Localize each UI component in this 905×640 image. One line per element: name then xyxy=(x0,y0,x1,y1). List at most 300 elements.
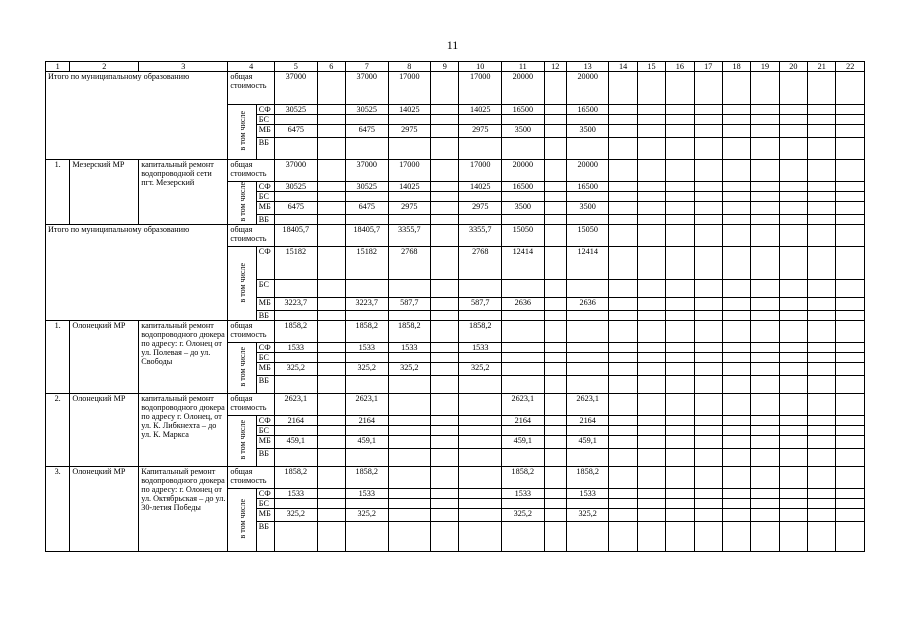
empty-cell xyxy=(637,376,665,394)
empty-cell xyxy=(779,125,807,138)
empty-cell xyxy=(836,426,865,436)
empty-cell xyxy=(666,72,694,105)
value-cell xyxy=(345,376,388,394)
empty-cell xyxy=(808,467,836,489)
header-cell: 11 xyxy=(502,62,545,72)
value-cell xyxy=(544,160,566,182)
empty-cell xyxy=(836,138,865,160)
empty-cell xyxy=(836,522,865,552)
value-cell: 2768 xyxy=(388,247,431,280)
value-cell: 1533 xyxy=(388,343,431,353)
value-cell xyxy=(388,489,431,499)
value-cell xyxy=(275,215,318,225)
item-district: Олонецкий МР xyxy=(70,321,139,394)
empty-cell xyxy=(666,426,694,436)
empty-cell xyxy=(779,202,807,215)
value-cell xyxy=(544,489,566,499)
value-cell xyxy=(459,436,502,449)
value-cell xyxy=(431,160,459,182)
value-cell: 12414 xyxy=(502,247,545,280)
value-cell xyxy=(544,467,566,489)
empty-cell xyxy=(666,311,694,321)
empty-cell xyxy=(808,311,836,321)
header-cell: 21 xyxy=(808,62,836,72)
empty-cell xyxy=(666,343,694,353)
value-cell xyxy=(544,247,566,280)
value-cell xyxy=(431,449,459,467)
empty-cell xyxy=(609,215,637,225)
empty-cell xyxy=(722,489,750,499)
empty-cell xyxy=(779,182,807,192)
empty-cell xyxy=(779,449,807,467)
data-row xyxy=(46,321,865,343)
empty-cell xyxy=(808,363,836,376)
value-cell xyxy=(459,376,502,394)
value-cell xyxy=(566,115,609,125)
empty-cell xyxy=(722,436,750,449)
empty-cell xyxy=(751,202,779,215)
empty-cell xyxy=(666,394,694,416)
fund-label-sf: СФ xyxy=(256,343,274,353)
empty-cell xyxy=(637,522,665,552)
header-cell: 7 xyxy=(345,62,388,72)
item-number: 1. xyxy=(46,160,70,225)
value-cell xyxy=(459,499,502,509)
empty-cell xyxy=(694,182,722,192)
empty-cell xyxy=(751,376,779,394)
empty-cell xyxy=(694,125,722,138)
value-cell: 37000 xyxy=(345,72,388,105)
empty-cell xyxy=(808,138,836,160)
empty-cell xyxy=(637,489,665,499)
incl-text: в том числе xyxy=(237,182,247,222)
fund-label-bs: БС xyxy=(256,353,274,363)
value-cell xyxy=(566,192,609,202)
total-cost-label: общая стоимость xyxy=(228,225,275,247)
empty-cell xyxy=(694,436,722,449)
empty-cell xyxy=(694,138,722,160)
empty-cell xyxy=(666,225,694,247)
empty-cell xyxy=(666,489,694,499)
empty-cell xyxy=(751,105,779,115)
empty-cell xyxy=(694,343,722,353)
value-cell xyxy=(502,343,545,353)
value-cell xyxy=(459,416,502,426)
empty-cell xyxy=(808,376,836,394)
value-cell xyxy=(544,202,566,215)
empty-cell xyxy=(637,182,665,192)
empty-cell xyxy=(637,509,665,522)
empty-cell xyxy=(836,416,865,426)
empty-cell xyxy=(779,160,807,182)
value-cell: 3223,7 xyxy=(345,298,388,311)
fund-label-mb: МБ xyxy=(256,202,274,215)
value-cell xyxy=(317,247,345,280)
header-cell: 9 xyxy=(431,62,459,72)
empty-cell xyxy=(609,311,637,321)
value-cell: 2623,1 xyxy=(502,394,545,416)
empty-cell xyxy=(637,298,665,311)
empty-cell xyxy=(637,499,665,509)
empty-cell xyxy=(609,376,637,394)
value-cell xyxy=(431,363,459,376)
empty-cell xyxy=(836,499,865,509)
empty-cell xyxy=(808,436,836,449)
value-cell xyxy=(275,376,318,394)
value-cell xyxy=(544,343,566,353)
empty-cell xyxy=(637,467,665,489)
value-cell xyxy=(544,321,566,343)
empty-cell xyxy=(609,125,637,138)
empty-cell xyxy=(694,426,722,436)
value-cell xyxy=(388,192,431,202)
value-cell xyxy=(502,426,545,436)
value-cell: 3500 xyxy=(502,125,545,138)
empty-cell xyxy=(609,449,637,467)
empty-cell xyxy=(722,394,750,416)
empty-cell xyxy=(666,202,694,215)
empty-cell xyxy=(694,280,722,298)
value-cell xyxy=(459,426,502,436)
value-cell xyxy=(566,426,609,436)
empty-cell xyxy=(836,449,865,467)
empty-cell xyxy=(836,311,865,321)
value-cell xyxy=(544,280,566,298)
value-cell xyxy=(388,449,431,467)
value-cell: 3500 xyxy=(566,125,609,138)
empty-cell xyxy=(637,215,665,225)
empty-cell xyxy=(666,509,694,522)
fund-label-sf: СФ xyxy=(256,489,274,499)
value-cell xyxy=(345,280,388,298)
value-cell xyxy=(544,311,566,321)
value-cell xyxy=(275,426,318,436)
header-cell: 6 xyxy=(317,62,345,72)
value-cell xyxy=(431,225,459,247)
empty-cell xyxy=(609,522,637,552)
value-cell: 2623,1 xyxy=(275,394,318,416)
value-cell xyxy=(431,489,459,499)
value-cell xyxy=(317,363,345,376)
header-cell: 14 xyxy=(609,62,637,72)
value-cell xyxy=(388,522,431,552)
empty-cell xyxy=(694,202,722,215)
header-row xyxy=(46,62,865,72)
empty-cell xyxy=(779,72,807,105)
empty-cell xyxy=(666,115,694,125)
empty-cell xyxy=(836,225,865,247)
value-cell: 2623,1 xyxy=(345,394,388,416)
empty-cell xyxy=(609,436,637,449)
value-cell xyxy=(431,416,459,426)
empty-cell xyxy=(666,215,694,225)
value-cell xyxy=(388,353,431,363)
empty-cell xyxy=(808,192,836,202)
value-cell: 6475 xyxy=(275,202,318,215)
empty-cell xyxy=(779,489,807,499)
value-cell: 1858,2 xyxy=(345,467,388,489)
value-cell xyxy=(388,138,431,160)
value-cell: 325,2 xyxy=(345,509,388,522)
value-cell xyxy=(275,499,318,509)
value-cell: 30525 xyxy=(275,182,318,192)
value-cell xyxy=(459,394,502,416)
empty-cell xyxy=(836,247,865,280)
fund-label-sf: СФ xyxy=(256,182,274,192)
incl-label xyxy=(228,343,256,394)
value-cell: 17000 xyxy=(459,72,502,105)
value-cell: 16500 xyxy=(566,182,609,192)
value-cell xyxy=(544,225,566,247)
empty-cell xyxy=(751,467,779,489)
fund-label-bs: БС xyxy=(256,499,274,509)
empty-cell xyxy=(808,115,836,125)
empty-cell xyxy=(609,160,637,182)
value-cell xyxy=(388,416,431,426)
value-cell xyxy=(566,499,609,509)
empty-cell xyxy=(609,467,637,489)
empty-cell xyxy=(609,138,637,160)
value-cell xyxy=(566,376,609,394)
budget-table xyxy=(45,61,865,552)
empty-cell xyxy=(751,343,779,353)
value-cell: 37000 xyxy=(345,160,388,182)
value-cell: 18405,7 xyxy=(345,225,388,247)
value-cell xyxy=(317,125,345,138)
empty-cell xyxy=(808,215,836,225)
value-cell xyxy=(544,416,566,426)
empty-cell xyxy=(779,280,807,298)
empty-cell xyxy=(666,280,694,298)
value-cell xyxy=(345,522,388,552)
empty-cell xyxy=(609,225,637,247)
item-description: капитальный ремонт водопроводной сети пгт. Мезерский xyxy=(139,160,228,225)
value-cell: 587,7 xyxy=(388,298,431,311)
empty-cell xyxy=(694,416,722,426)
value-cell xyxy=(317,321,345,343)
empty-cell xyxy=(722,499,750,509)
value-cell xyxy=(317,376,345,394)
value-cell xyxy=(388,115,431,125)
fund-label-sf: СФ xyxy=(256,247,274,280)
value-cell xyxy=(459,522,502,552)
value-cell xyxy=(317,202,345,215)
value-cell xyxy=(345,192,388,202)
data-row xyxy=(46,160,865,182)
empty-cell xyxy=(694,72,722,105)
empty-cell xyxy=(836,280,865,298)
value-cell xyxy=(317,280,345,298)
empty-cell xyxy=(808,280,836,298)
value-cell: 6475 xyxy=(345,125,388,138)
empty-cell xyxy=(808,499,836,509)
incl-text: в том числе xyxy=(237,420,247,460)
value-cell xyxy=(431,138,459,160)
empty-cell xyxy=(751,426,779,436)
empty-cell xyxy=(637,247,665,280)
empty-cell xyxy=(751,394,779,416)
empty-cell xyxy=(666,192,694,202)
empty-cell xyxy=(808,394,836,416)
value-cell: 17000 xyxy=(459,160,502,182)
empty-cell xyxy=(751,215,779,225)
empty-cell xyxy=(779,394,807,416)
empty-cell xyxy=(779,426,807,436)
value-cell xyxy=(566,311,609,321)
value-cell xyxy=(388,376,431,394)
fund-label-vb: ВБ xyxy=(256,138,274,160)
value-cell: 3355,7 xyxy=(459,225,502,247)
value-cell: 1533 xyxy=(459,343,502,353)
value-cell xyxy=(345,138,388,160)
value-cell xyxy=(317,72,345,105)
value-cell: 20000 xyxy=(502,72,545,105)
empty-cell xyxy=(722,225,750,247)
empty-cell xyxy=(722,363,750,376)
empty-cell xyxy=(808,202,836,215)
value-cell: 325,2 xyxy=(275,363,318,376)
item-number: 2. xyxy=(46,394,70,467)
fund-label-vb: ВБ xyxy=(256,376,274,394)
empty-cell xyxy=(779,353,807,363)
value-cell: 3223,7 xyxy=(275,298,318,311)
value-cell xyxy=(431,215,459,225)
value-cell xyxy=(544,449,566,467)
value-cell xyxy=(275,449,318,467)
empty-cell xyxy=(751,522,779,552)
empty-cell xyxy=(779,436,807,449)
value-cell xyxy=(459,489,502,499)
value-cell xyxy=(459,138,502,160)
value-cell: 12414 xyxy=(566,247,609,280)
item-description: капитальный ремонт водопроводного дюкера по адресу: г. Олонец от ул. Полевая – до ул. Свободы xyxy=(139,321,228,394)
empty-cell xyxy=(637,115,665,125)
value-cell xyxy=(388,436,431,449)
header-cell: 3 xyxy=(139,62,228,72)
empty-cell xyxy=(779,499,807,509)
value-cell xyxy=(431,353,459,363)
value-cell xyxy=(459,115,502,125)
value-cell xyxy=(544,298,566,311)
incl-text: в том числе xyxy=(237,111,247,151)
value-cell xyxy=(502,321,545,343)
value-cell: 2164 xyxy=(502,416,545,426)
value-cell: 14025 xyxy=(388,105,431,115)
value-cell xyxy=(502,499,545,509)
empty-cell xyxy=(722,353,750,363)
value-cell xyxy=(502,192,545,202)
value-cell xyxy=(431,182,459,192)
value-cell xyxy=(431,202,459,215)
empty-cell xyxy=(751,72,779,105)
value-cell: 3500 xyxy=(566,202,609,215)
empty-cell xyxy=(637,353,665,363)
value-cell xyxy=(317,436,345,449)
empty-cell xyxy=(836,467,865,489)
value-cell xyxy=(275,192,318,202)
data-row xyxy=(46,72,865,105)
empty-cell xyxy=(836,192,865,202)
value-cell: 15050 xyxy=(502,225,545,247)
empty-cell xyxy=(694,160,722,182)
empty-cell xyxy=(751,225,779,247)
value-cell xyxy=(431,105,459,115)
header-cell: 1 xyxy=(46,62,70,72)
value-cell xyxy=(566,353,609,363)
empty-cell xyxy=(609,321,637,343)
empty-cell xyxy=(637,449,665,467)
empty-cell xyxy=(808,353,836,363)
value-cell xyxy=(459,353,502,363)
header-cell: 12 xyxy=(544,62,566,72)
total-cost-label: общая стоимость xyxy=(228,394,275,416)
value-cell xyxy=(275,115,318,125)
empty-cell xyxy=(609,353,637,363)
empty-cell xyxy=(722,115,750,125)
empty-cell xyxy=(779,138,807,160)
empty-cell xyxy=(808,522,836,552)
empty-cell xyxy=(609,426,637,436)
empty-cell xyxy=(779,215,807,225)
empty-cell xyxy=(722,376,750,394)
empty-cell xyxy=(722,449,750,467)
empty-cell xyxy=(666,449,694,467)
value-cell: 2164 xyxy=(345,416,388,426)
empty-cell xyxy=(836,343,865,353)
incl-label xyxy=(228,182,256,225)
empty-cell xyxy=(751,115,779,125)
empty-cell xyxy=(694,353,722,363)
empty-cell xyxy=(637,394,665,416)
fund-label-vb: ВБ xyxy=(256,215,274,225)
incl-text: в том числе xyxy=(237,499,247,539)
total-cost-label: общая стоимость xyxy=(228,160,275,182)
empty-cell xyxy=(637,426,665,436)
value-cell xyxy=(317,192,345,202)
value-cell xyxy=(544,426,566,436)
empty-cell xyxy=(722,160,750,182)
value-cell xyxy=(459,280,502,298)
empty-cell xyxy=(609,72,637,105)
empty-cell xyxy=(637,363,665,376)
empty-cell xyxy=(637,138,665,160)
value-cell xyxy=(345,426,388,436)
empty-cell xyxy=(808,321,836,343)
empty-cell xyxy=(808,426,836,436)
empty-cell xyxy=(751,311,779,321)
value-cell: 1858,2 xyxy=(275,321,318,343)
value-cell: 325,2 xyxy=(502,509,545,522)
value-cell: 587,7 xyxy=(459,298,502,311)
value-cell: 17000 xyxy=(388,160,431,182)
empty-cell xyxy=(779,247,807,280)
value-cell xyxy=(317,343,345,353)
empty-cell xyxy=(666,321,694,343)
empty-cell xyxy=(836,182,865,192)
empty-cell xyxy=(637,225,665,247)
empty-cell xyxy=(779,192,807,202)
value-cell: 2623,1 xyxy=(566,394,609,416)
value-cell: 1858,2 xyxy=(275,467,318,489)
empty-cell xyxy=(666,182,694,192)
value-cell xyxy=(566,449,609,467)
total-cost-label: общая стоимость xyxy=(228,321,275,343)
incl-label xyxy=(228,489,256,552)
empty-cell xyxy=(751,280,779,298)
value-cell xyxy=(388,499,431,509)
empty-cell xyxy=(722,202,750,215)
value-cell: 30525 xyxy=(345,105,388,115)
